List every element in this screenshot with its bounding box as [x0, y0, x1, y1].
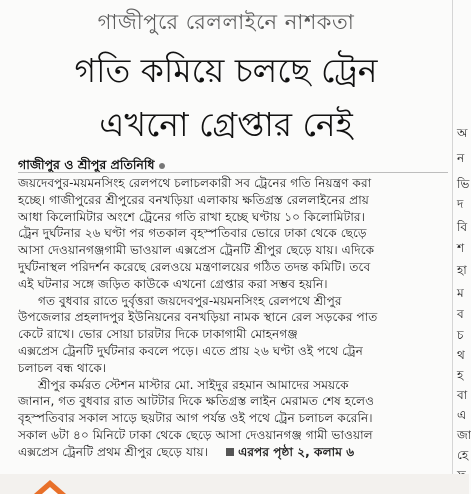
adjacent-column-fragment: থ	[457, 348, 465, 362]
body-line	[18, 444, 450, 461]
footer-band	[0, 474, 469, 494]
adjacent-column-fragment: ব	[457, 307, 464, 321]
dateline-divider	[18, 172, 448, 173]
adjacent-column-fragment: ম	[457, 286, 464, 300]
square-bullet-icon	[226, 448, 234, 456]
body-line: উপজেলার প্রহলাদপুর ইউনিয়নের বনখড়িয়া নামক স্থানে রেল সড়কের পাত	[18, 310, 378, 325]
body-line: এক্সপ্রেস ট্রেনটি দুর্ঘটনার কবলে পড়ে। এতে প্রায় ২৬ ঘণ্টা ওই পথে ট্রেন	[18, 343, 363, 358]
body-line: বৃহস্পতিবার সকাল সাড়ে ছয়টার আগ পর্যন্ত ওই পথে ট্রেন চলাচল করেনি।	[18, 411, 373, 426]
body-line: গত বুধবার রাতে দুর্বৃত্তরা জয়দেবপুর-ময়মনসিংহ রেলপথে শ্রীপুর	[38, 293, 342, 308]
dateline	[18, 157, 165, 177]
kicker: গাজীপুরে রেললাইনে নাশকতা	[97, 10, 355, 34]
article-body	[18, 175, 450, 461]
adjacent-column-fragment: হ	[457, 368, 464, 382]
body-line: জয়দেবপুর-ময়মনসিংহ রেলপথে চলাচলকারী সব ট্রেনের গতি নিয়ন্ত্রণ করা	[18, 176, 372, 190]
dateline-text: গাজীপুর ও শ্রীপুর প্রতিনিধি	[18, 157, 155, 172]
adjacent-column-fragment: এ	[457, 408, 467, 422]
adjacent-column-fragment: চ	[457, 328, 464, 342]
adjacent-column-fragment: বি	[457, 220, 468, 234]
body-line: চলাচল বন্ধ থাকে।	[18, 360, 107, 375]
jump-link[interactable]	[226, 445, 354, 459]
adjacent-column-fragment: দ	[457, 197, 464, 211]
body-line: জানান, গত বুধবার রাত আটটার দিকে ক্ষতিগ্রস্ত লাইন মেরামত শেষ হলেও	[18, 394, 375, 409]
adjacent-column-fragment: অ	[457, 126, 468, 140]
body-line: দুর্ঘটনাস্থল পরিদর্শন করেছে রেলওয়ে মন্ত্রণালয়ের গঠিত তদন্ত কমিটি। তবে	[18, 259, 371, 274]
body-line: সকাল ৬টা ৪০ মিনিটে ঢাকা থেকে ছেড়ে আসা দেওয়ানগঞ্জ গামী ভাওয়াল	[18, 427, 373, 442]
jump-text: এরপর পৃষ্ঠা ২, কলাম ৬	[238, 444, 355, 459]
body-line: এই ঘটনার সঙ্গে জড়িত কাউকে এখনো গ্রেপ্তার করা সম্ভব হয়নি।	[18, 276, 328, 291]
bullet-icon	[159, 163, 165, 169]
adjacent-column	[452, 0, 470, 494]
body-line-last: এক্সপ্রেস ট্রেনটি প্রথম শ্রীপুর ছেড়ে যায়।	[18, 444, 209, 459]
body-line: হচ্ছে। গাজীপুরের শ্রীপুরের বনখড়িয়া এলাকায় ক্ষতিগ্রস্ত রেললাইনের প্রায়	[18, 192, 369, 207]
adjacent-column-fragment: হে	[457, 448, 469, 462]
body-line: আসা দেওয়ানগঞ্জগামী ভাওয়াল এক্সপ্রেস ট্রেনটি শ্রীপুর ছেড়ে যায়। এদিকে	[18, 243, 375, 258]
headline	[0, 44, 452, 152]
body-line: কেটে রাখে। ভোর সোয়া চারটার দিকে ঢাকাগামী মোহনগঞ্জ	[18, 327, 298, 342]
adjacent-column-fragment: শ	[457, 241, 465, 255]
body-line: আধা কিলোমিটার অংশে ট্রেনের গতি রাখা হচ্ছে ঘণ্টায় ১০ কিলোমিটার।	[18, 209, 365, 224]
adjacent-column-fragment: ভি	[457, 177, 470, 191]
adjacent-column-fragment: বা	[457, 388, 468, 402]
adjacent-column-fragment: জা	[457, 428, 471, 442]
footer-logo-icon	[30, 474, 70, 494]
body-line: শ্রীপুর কর্মরত স্টেশন মাস্টার মো. সাইদুর রহমান আমাদের সময়কে	[38, 377, 349, 392]
body-line: ট্রেন দুর্ঘটনার ২৬ ঘণ্টা পর গতকাল বৃহস্পতিবার ভোরে ঢাকা থেকে ছেড়ে	[18, 226, 367, 241]
adjacent-column-fragment: হা	[457, 263, 467, 277]
headline-line-2: এখনো গ্রেপ্তার নেই	[99, 105, 353, 144]
headline-line-1: গতি কমিয়ে চলছে ট্রেন	[74, 51, 378, 90]
adjacent-column-fragment: ন	[457, 151, 465, 165]
